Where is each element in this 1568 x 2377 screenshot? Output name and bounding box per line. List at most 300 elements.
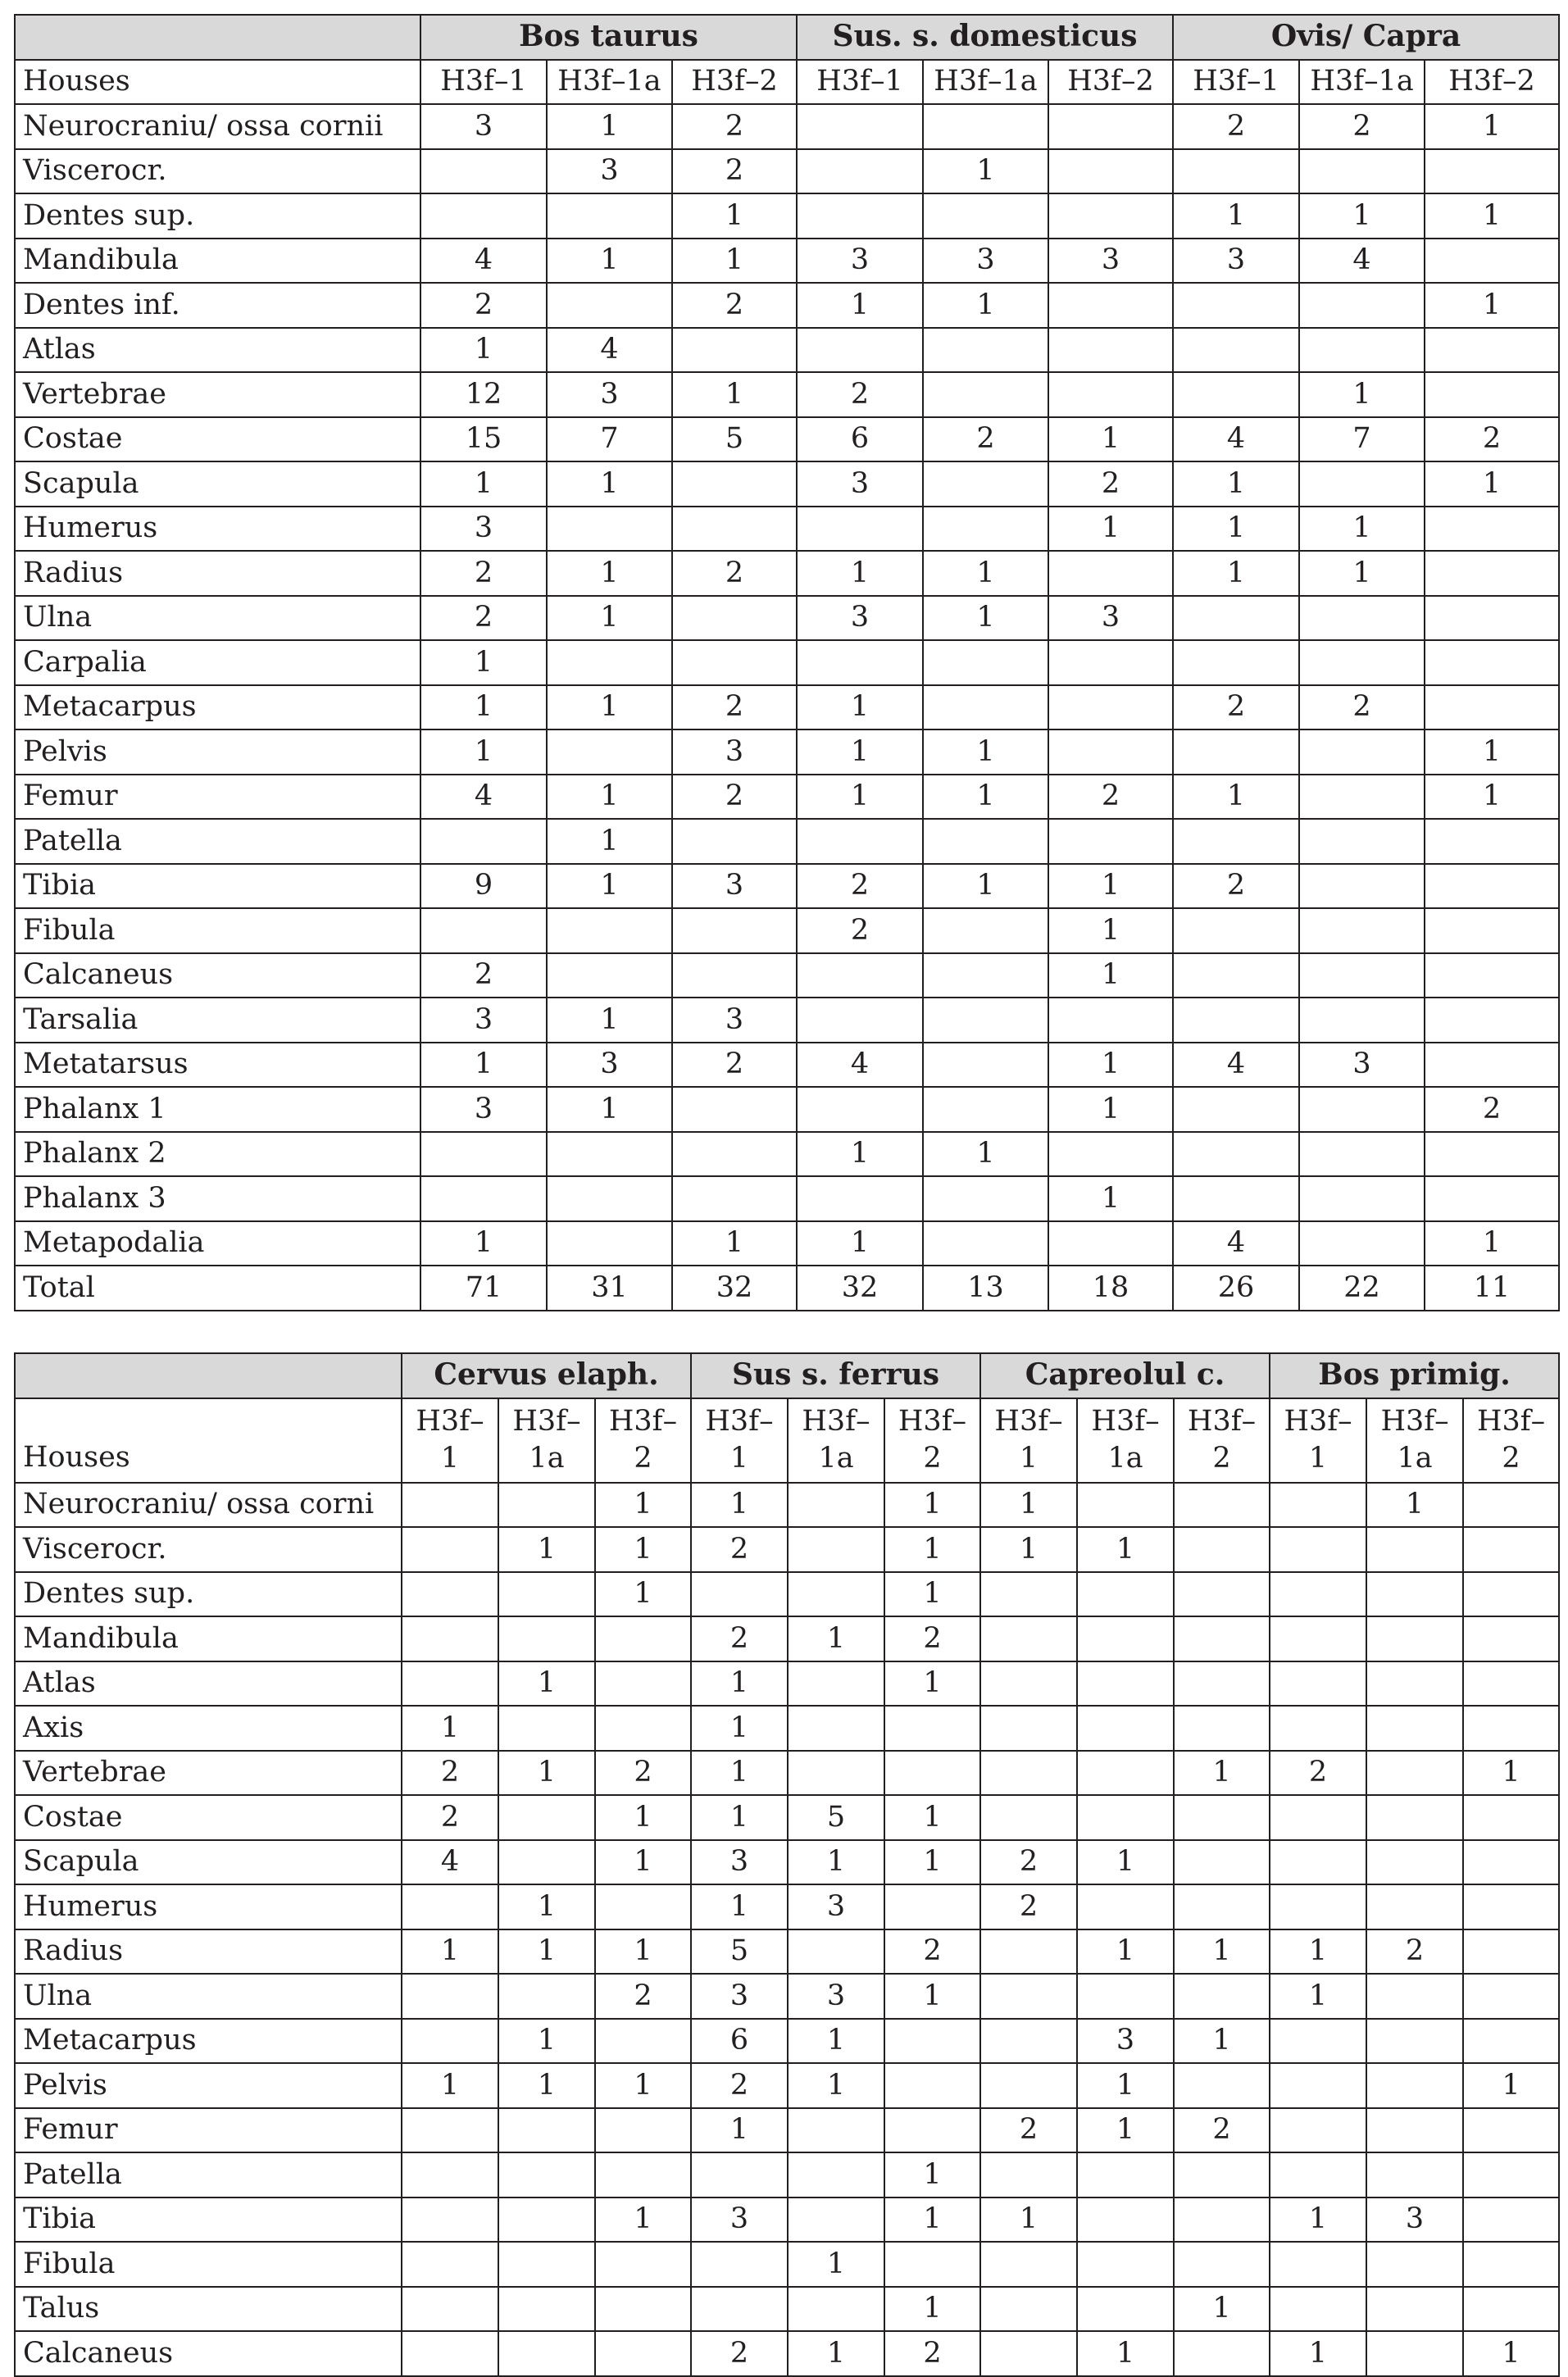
count-cell	[547, 193, 672, 239]
count-cell	[1174, 1483, 1270, 1528]
count-cell	[1366, 1884, 1463, 1929]
count-cell: 5	[672, 417, 797, 462]
row-label: Ulna	[15, 1974, 402, 2019]
count-cell: 12	[420, 372, 547, 417]
count-cell	[547, 1221, 672, 1266]
count-cell	[923, 372, 1048, 417]
count-cell	[797, 819, 923, 864]
row-label: Radius	[15, 1929, 402, 1975]
count-cell: 1	[1463, 1751, 1559, 1796]
count-cell	[1174, 2063, 1270, 2108]
count-cell: 3	[797, 461, 923, 507]
count-cell	[923, 507, 1048, 552]
table-row	[15, 372, 1559, 417]
count-cell	[672, 640, 797, 685]
count-cell: 2	[1173, 864, 1299, 909]
count-cell: 1	[420, 640, 547, 685]
count-cell: 1	[884, 1974, 980, 2019]
count-cell: 1	[1270, 2331, 1366, 2376]
count-cell	[980, 2331, 1077, 2376]
count-cell	[1048, 729, 1173, 775]
table-row	[15, 507, 1559, 552]
row-label: Fibula	[15, 2242, 402, 2287]
count-cell	[1425, 1043, 1559, 1088]
count-cell	[1048, 819, 1173, 864]
count-cell: 1	[884, 2197, 980, 2243]
table-row	[15, 1527, 1559, 1572]
count-cell	[1077, 1572, 1174, 1617]
row-label: Phalanx 1	[15, 1087, 420, 1132]
count-cell	[1299, 596, 1425, 641]
count-cell: 1	[1048, 1087, 1173, 1132]
count-cell: 1	[797, 283, 923, 328]
count-cell	[1299, 819, 1425, 864]
count-cell	[402, 1884, 498, 1929]
count-cell: 1	[672, 239, 797, 284]
table-row	[15, 2063, 1559, 2108]
count-cell	[595, 1706, 691, 1751]
count-cell: 1	[1048, 864, 1173, 909]
count-cell	[1463, 1661, 1559, 1707]
count-cell: 1	[1366, 1483, 1463, 1528]
count-cell: 2	[1173, 685, 1299, 730]
house-subheader: H3f–1a	[923, 60, 1048, 105]
count-cell	[1173, 819, 1299, 864]
count-cell	[1077, 1661, 1174, 1707]
count-cell	[1366, 1840, 1463, 1885]
count-cell	[788, 1483, 884, 1528]
count-cell: 1	[884, 1661, 980, 1707]
count-cell	[1299, 775, 1425, 820]
row-label: Metacarpus	[15, 685, 420, 730]
count-cell: 3	[1048, 596, 1173, 641]
count-cell	[1366, 2242, 1463, 2287]
table-row	[15, 2019, 1559, 2064]
count-cell: 1	[547, 864, 672, 909]
count-cell: 3	[547, 372, 672, 417]
count-cell: 2	[672, 149, 797, 194]
count-cell	[1463, 1616, 1559, 1661]
row-label: Dentes sup.	[15, 1572, 402, 1617]
table-row	[15, 2152, 1559, 2197]
count-cell: 1	[884, 1527, 980, 1572]
count-cell: 3	[797, 596, 923, 641]
table-row	[15, 149, 1559, 194]
count-cell: 11	[1425, 1266, 1559, 1311]
count-cell: 1	[691, 1884, 788, 1929]
count-cell: 1	[420, 1221, 547, 1266]
count-cell: 1	[595, 1840, 691, 1885]
count-cell	[980, 2063, 1077, 2108]
count-cell: 7	[547, 417, 672, 462]
table-row	[15, 1266, 1559, 1311]
count-cell: 5	[691, 1929, 788, 1975]
house-subheader: H3f– 2	[1174, 1398, 1270, 1483]
count-cell	[1299, 149, 1425, 194]
count-cell	[923, 953, 1048, 998]
count-cell: 2	[1366, 1929, 1463, 1975]
count-cell	[1173, 149, 1299, 194]
count-cell	[980, 2152, 1077, 2197]
row-label: Viscerocr.	[15, 149, 420, 194]
count-cell	[797, 193, 923, 239]
count-cell: 1	[1425, 1221, 1559, 1266]
count-cell: 1	[1173, 507, 1299, 552]
table-row	[15, 1884, 1559, 1929]
count-cell	[672, 908, 797, 953]
count-cell	[923, 998, 1048, 1043]
count-cell: 2	[1174, 2108, 1270, 2153]
count-cell	[1174, 1706, 1270, 1751]
count-cell	[498, 1840, 595, 1885]
count-cell	[1174, 2152, 1270, 2197]
count-cell: 1	[923, 283, 1048, 328]
count-cell: 2	[402, 1795, 498, 1840]
count-cell	[788, 2287, 884, 2332]
count-cell	[1463, 2287, 1559, 2332]
count-cell: 4	[402, 1840, 498, 1885]
count-cell: 1	[788, 2063, 884, 2108]
row-label: Tarsalia	[15, 998, 420, 1043]
count-cell: 2	[980, 2108, 1077, 2153]
count-cell	[1174, 1795, 1270, 1840]
count-cell	[1077, 1795, 1174, 1840]
count-cell	[1366, 2063, 1463, 2108]
table-row	[15, 729, 1559, 775]
house-subheader: H3f– 1a	[1077, 1398, 1174, 1483]
row-label: Vertebrae	[15, 372, 420, 417]
count-cell: 1	[797, 729, 923, 775]
count-cell: 1	[498, 1884, 595, 1929]
row-label: Vertebrae	[15, 1751, 402, 1796]
group-header-row	[15, 15, 1559, 60]
table-row	[15, 461, 1559, 507]
count-cell	[1173, 640, 1299, 685]
count-cell: 3	[547, 1043, 672, 1088]
count-cell: 1	[1048, 1043, 1173, 1088]
count-cell: 1	[797, 1221, 923, 1266]
count-cell: 1	[420, 685, 547, 730]
count-cell: 1	[1299, 551, 1425, 596]
count-cell: 1	[547, 819, 672, 864]
count-cell	[1048, 328, 1173, 373]
house-subheader: H3f– 1a	[498, 1398, 595, 1483]
count-cell	[1463, 1840, 1559, 1885]
count-cell	[672, 1132, 797, 1177]
count-cell	[1077, 2197, 1174, 2243]
table-row	[15, 1132, 1559, 1177]
count-cell: 2	[1425, 417, 1559, 462]
count-cell	[498, 2108, 595, 2153]
count-cell	[547, 640, 672, 685]
count-cell	[498, 1483, 595, 1528]
count-cell: 9	[420, 864, 547, 909]
count-cell: 1	[923, 729, 1048, 775]
count-cell	[788, 1661, 884, 1707]
row-label: Patella	[15, 819, 420, 864]
table-row	[15, 596, 1559, 641]
row-label: Pelvis	[15, 2063, 402, 2108]
count-cell	[1425, 372, 1559, 417]
count-cell	[402, 2197, 498, 2243]
count-cell	[1366, 1706, 1463, 1751]
count-cell: 1	[884, 2152, 980, 2197]
row-label: Mandibula	[15, 1616, 402, 1661]
count-cell	[1425, 685, 1559, 730]
count-cell: 1	[1174, 2019, 1270, 2064]
count-cell: 1	[980, 1527, 1077, 1572]
subheader-row	[15, 1398, 1559, 1483]
count-cell: 1	[595, 1929, 691, 1975]
table-row	[15, 2197, 1559, 2243]
count-cell	[1077, 2287, 1174, 2332]
count-cell	[797, 1176, 923, 1221]
house-subheader: H3f–2	[1048, 60, 1173, 105]
count-cell	[1173, 596, 1299, 641]
count-cell: 1	[420, 328, 547, 373]
count-cell: 26	[1173, 1266, 1299, 1311]
houses-label: Houses	[15, 60, 420, 105]
count-cell	[402, 2108, 498, 2153]
count-cell	[1174, 2197, 1270, 2243]
count-cell: 2	[1048, 775, 1173, 820]
count-cell	[1463, 2108, 1559, 2153]
count-cell	[402, 1974, 498, 2019]
count-cell	[595, 1616, 691, 1661]
count-cell	[402, 2331, 498, 2376]
count-cell: 1	[1048, 507, 1173, 552]
count-cell	[498, 2152, 595, 2197]
row-label: Ulna	[15, 596, 420, 641]
count-cell	[672, 328, 797, 373]
count-cell	[1270, 1661, 1366, 1707]
count-cell	[1366, 2152, 1463, 2197]
count-cell: 2	[672, 685, 797, 730]
table-row	[15, 953, 1559, 998]
count-cell: 13	[923, 1266, 1048, 1311]
count-cell	[788, 1751, 884, 1796]
row-label: Metapodalia	[15, 1221, 420, 1266]
group-header-row	[15, 1353, 1559, 1398]
count-cell: 1	[691, 1483, 788, 1528]
count-cell	[797, 104, 923, 149]
count-cell: 7	[1299, 417, 1425, 462]
count-cell	[402, 2019, 498, 2064]
count-cell: 3	[691, 1974, 788, 2019]
count-cell: 4	[1299, 239, 1425, 284]
count-cell: 1	[923, 596, 1048, 641]
count-cell: 1	[1299, 193, 1425, 239]
count-cell	[980, 1661, 1077, 1707]
count-cell: 1	[1425, 461, 1559, 507]
count-cell	[797, 998, 923, 1043]
count-cell: 1	[595, 1572, 691, 1617]
table-row	[15, 775, 1559, 820]
count-cell	[402, 2287, 498, 2332]
count-cell: 3	[788, 1974, 884, 2019]
count-cell: 2	[797, 908, 923, 953]
row-label: Tibia	[15, 864, 420, 909]
count-cell	[1270, 2019, 1366, 2064]
species-table-2	[14, 1352, 1560, 2377]
count-cell	[1425, 1132, 1559, 1177]
count-cell	[691, 1572, 788, 1617]
row-label: Mandibula	[15, 239, 420, 284]
count-cell: 1	[1048, 417, 1173, 462]
table-row	[15, 1795, 1559, 1840]
count-cell: 1	[788, 1616, 884, 1661]
count-cell	[1270, 1483, 1366, 1528]
count-cell: 3	[923, 239, 1048, 284]
count-cell: 1	[1077, 2331, 1174, 2376]
table-row	[15, 2287, 1559, 2332]
count-cell: 1	[691, 2108, 788, 2153]
row-label: Fibula	[15, 908, 420, 953]
count-cell: 1	[797, 685, 923, 730]
count-cell	[1299, 1132, 1425, 1177]
count-cell	[595, 2152, 691, 2197]
count-cell: 71	[420, 1266, 547, 1311]
table-row	[15, 1661, 1559, 1707]
count-cell: 1	[980, 1483, 1077, 1528]
count-cell: 1	[923, 1132, 1048, 1177]
count-cell: 2	[691, 2063, 788, 2108]
count-cell	[1299, 1087, 1425, 1132]
count-cell	[1463, 1572, 1559, 1617]
count-cell: 1	[691, 1751, 788, 1796]
table-row	[15, 1483, 1559, 1528]
count-cell	[595, 2331, 691, 2376]
count-cell: 2	[420, 953, 547, 998]
count-cell: 3	[1366, 2197, 1463, 2243]
count-cell	[672, 596, 797, 641]
count-cell	[1174, 1527, 1270, 1572]
count-cell	[1463, 1706, 1559, 1751]
count-cell: 22	[1299, 1266, 1425, 1311]
row-label: Costae	[15, 417, 420, 462]
count-cell	[1173, 372, 1299, 417]
count-cell	[691, 2242, 788, 2287]
group-header: Bos primig.	[1270, 1353, 1559, 1398]
count-cell: 2	[923, 417, 1048, 462]
count-cell: 1	[923, 149, 1048, 194]
house-subheader: H3f–1	[797, 60, 923, 105]
count-cell: 1	[1048, 953, 1173, 998]
count-cell	[1048, 685, 1173, 730]
count-cell: 1	[595, 1795, 691, 1840]
count-cell: 1	[402, 2063, 498, 2108]
count-cell	[1173, 1087, 1299, 1132]
count-cell	[547, 1176, 672, 1221]
count-cell: 1	[884, 1572, 980, 1617]
count-cell	[1425, 640, 1559, 685]
count-cell: 1	[1173, 193, 1299, 239]
count-cell	[1425, 328, 1559, 373]
table-row	[15, 328, 1559, 373]
count-cell: 18	[1048, 1266, 1173, 1311]
count-cell: 3	[672, 864, 797, 909]
count-cell: 1	[402, 1929, 498, 1975]
count-cell	[402, 2152, 498, 2197]
count-cell	[691, 2287, 788, 2332]
count-cell: 1	[1173, 461, 1299, 507]
table-row	[15, 193, 1559, 239]
group-header: Bos taurus	[420, 15, 797, 60]
count-cell: 2	[1270, 1751, 1366, 1796]
count-cell	[672, 507, 797, 552]
count-cell	[672, 461, 797, 507]
row-label: Humerus	[15, 507, 420, 552]
count-cell: 2	[884, 1929, 980, 1975]
count-cell: 4	[797, 1043, 923, 1088]
count-cell	[980, 2287, 1077, 2332]
count-cell	[420, 1176, 547, 1221]
count-cell	[1299, 461, 1425, 507]
house-subheader: H3f–1a	[547, 60, 672, 105]
count-cell: 4	[547, 328, 672, 373]
row-label: Phalanx 3	[15, 1176, 420, 1221]
count-cell	[1048, 193, 1173, 239]
count-cell	[1077, 1974, 1174, 2019]
count-cell: 1	[691, 1706, 788, 1751]
row-label: Phalanx 2	[15, 1132, 420, 1177]
count-cell	[498, 2287, 595, 2332]
count-cell	[1366, 1795, 1463, 1840]
count-cell	[1048, 998, 1173, 1043]
count-cell	[1048, 104, 1173, 149]
group-header: Sus s. ferrus	[691, 1353, 980, 1398]
count-cell: 1	[884, 1795, 980, 1840]
count-cell	[1425, 149, 1559, 194]
row-label: Metatarsus	[15, 1043, 420, 1088]
count-cell	[1270, 2063, 1366, 2108]
count-cell	[1173, 729, 1299, 775]
count-cell	[980, 2242, 1077, 2287]
count-cell	[1174, 1840, 1270, 1885]
count-cell	[788, 1706, 884, 1751]
table-row	[15, 2242, 1559, 2287]
house-subheader: H3f– 1a	[788, 1398, 884, 1483]
count-cell: 1	[691, 1795, 788, 1840]
count-cell: 4	[1173, 417, 1299, 462]
count-cell	[884, 1751, 980, 1796]
count-cell	[923, 685, 1048, 730]
count-cell	[1366, 1527, 1463, 1572]
house-subheader: H3f–1a	[1299, 60, 1425, 105]
row-label: Scapula	[15, 1840, 402, 1885]
count-cell: 31	[547, 1266, 672, 1311]
count-cell	[884, 2108, 980, 2153]
count-cell	[498, 1795, 595, 1840]
count-cell	[1270, 2108, 1366, 2153]
count-cell	[595, 2108, 691, 2153]
count-cell: 3	[691, 1840, 788, 1885]
count-cell	[1077, 1616, 1174, 1661]
count-cell	[884, 1706, 980, 1751]
count-cell: 1	[595, 1527, 691, 1572]
count-cell	[1366, 2108, 1463, 2153]
count-cell	[788, 2152, 884, 2197]
corner-cell	[15, 1353, 402, 1398]
count-cell	[1366, 2331, 1463, 2376]
count-cell: 1	[1425, 729, 1559, 775]
count-cell	[980, 1616, 1077, 1661]
table-row	[15, 819, 1559, 864]
count-cell: 1	[884, 2287, 980, 2332]
count-cell: 1	[547, 104, 672, 149]
count-cell	[402, 1661, 498, 1707]
count-cell	[595, 1884, 691, 1929]
